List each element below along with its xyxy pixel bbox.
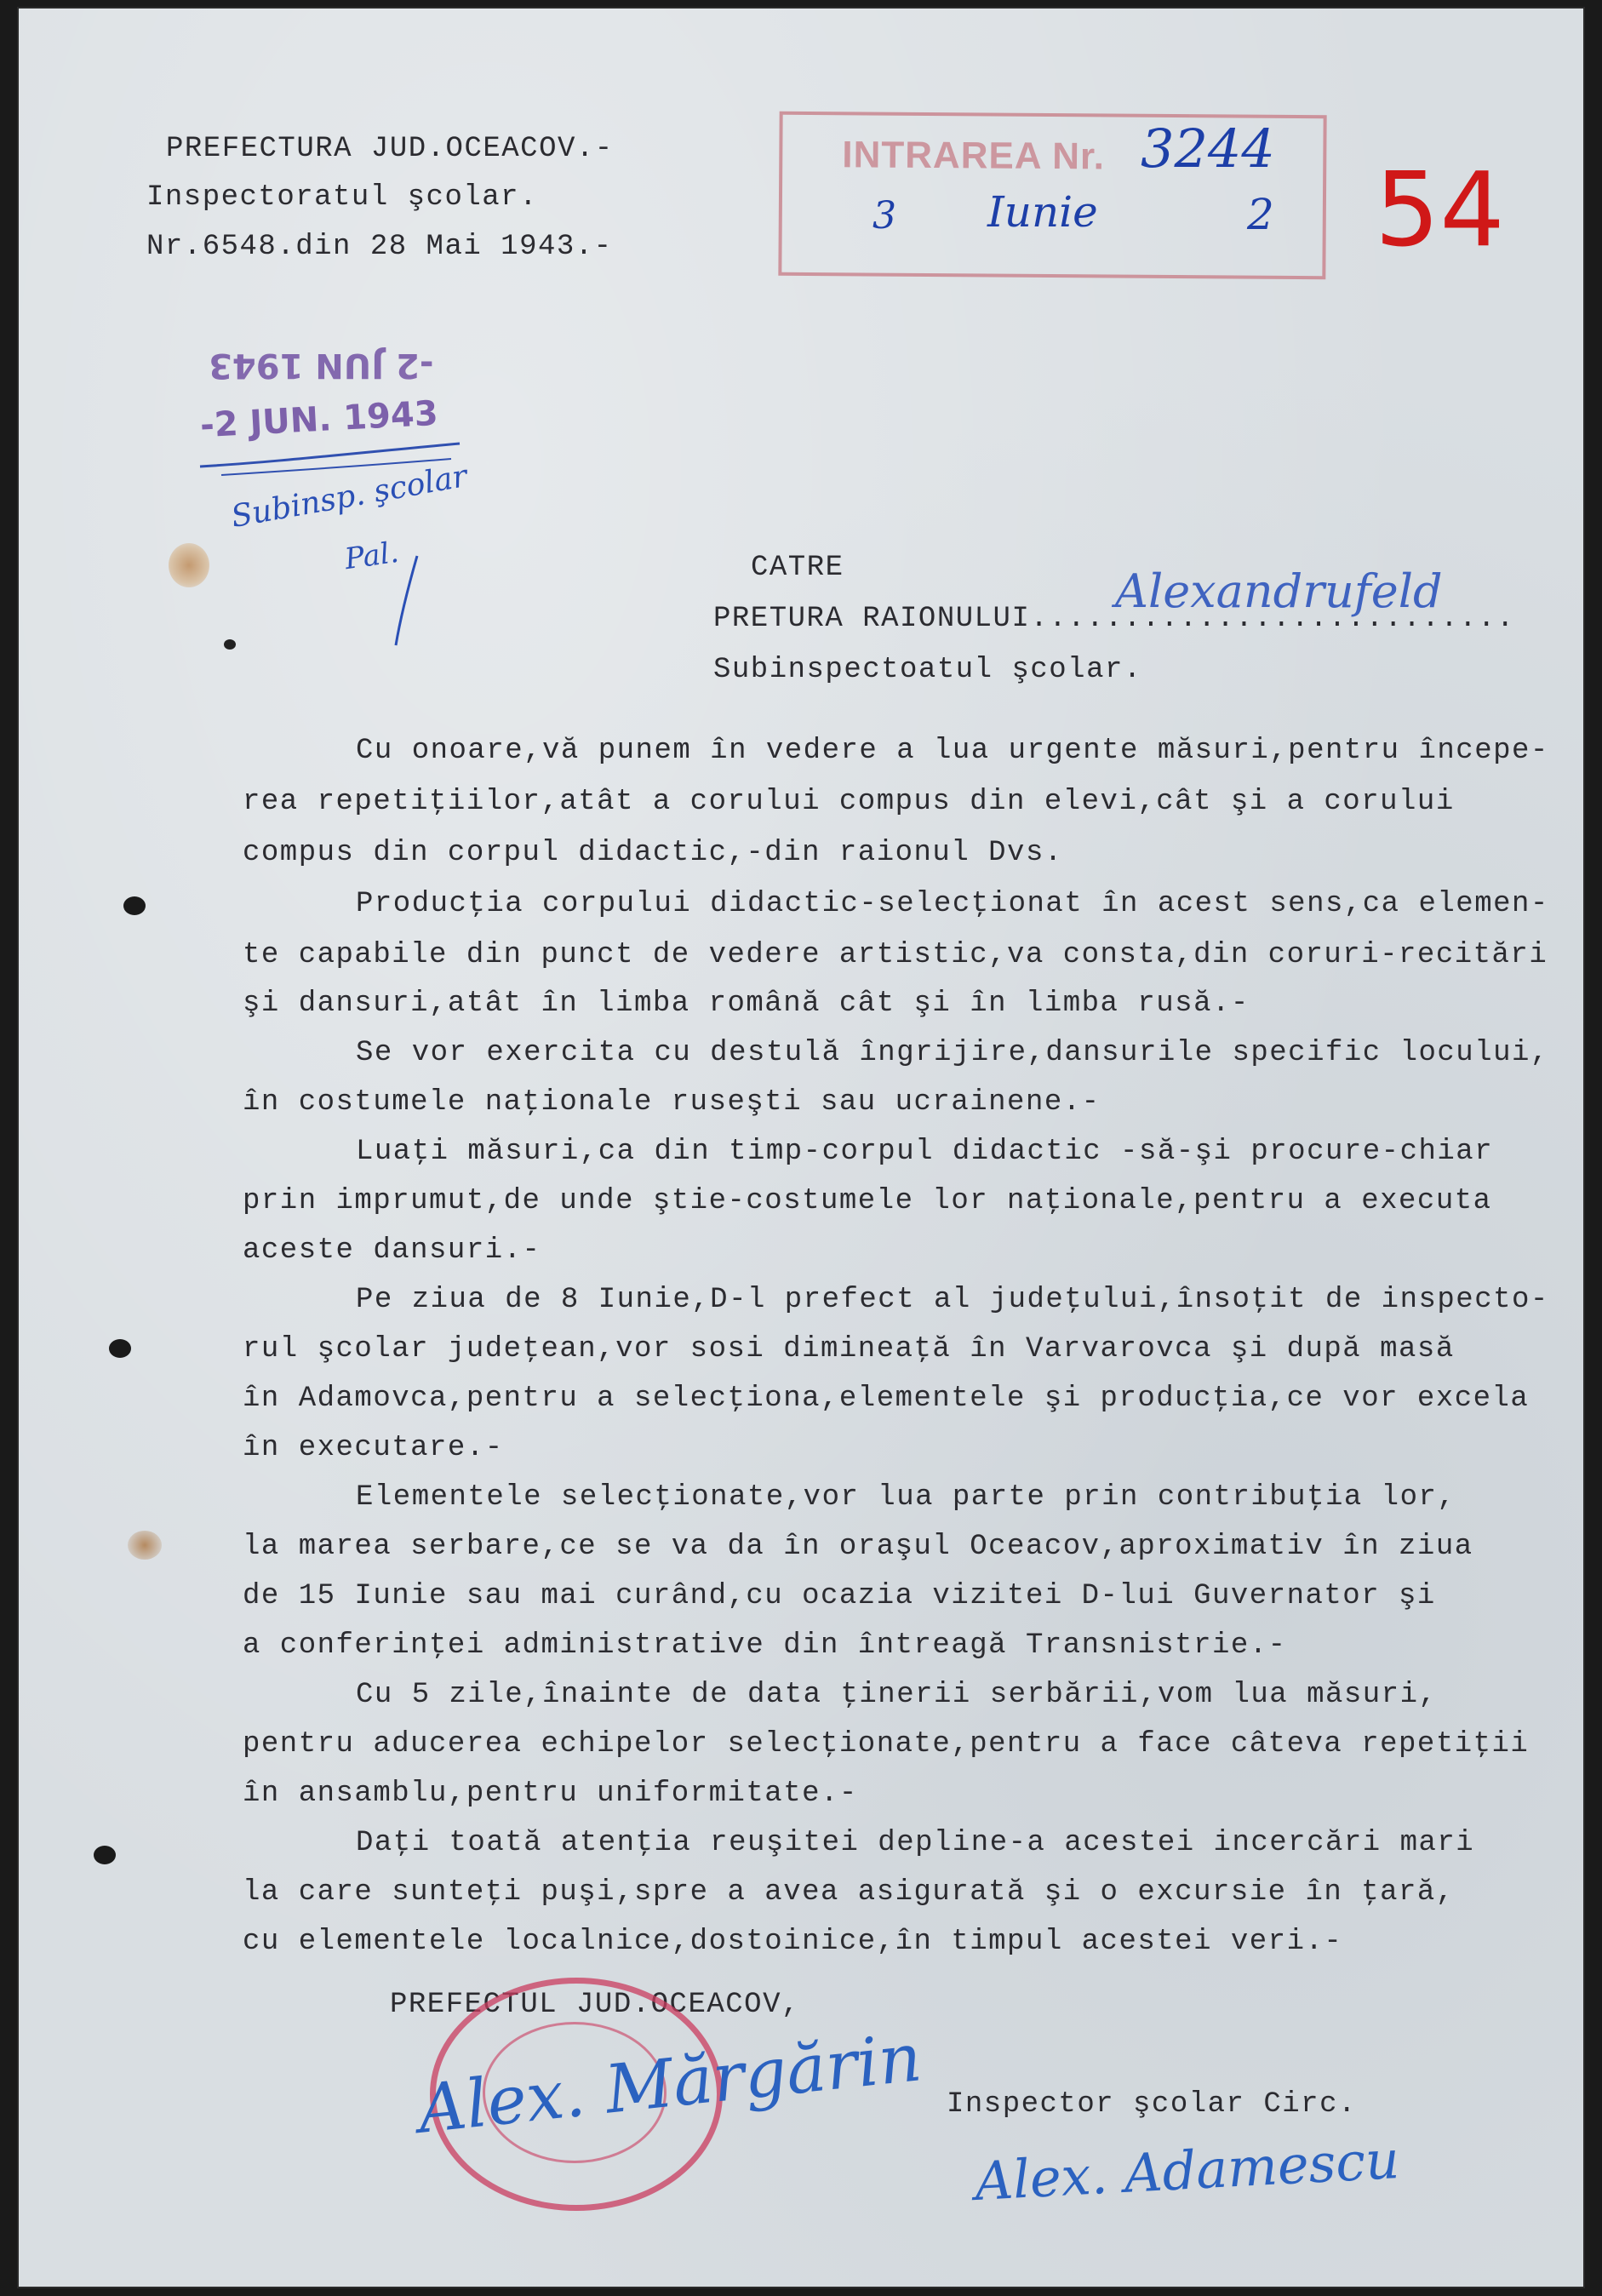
header-number-date: Nr.6548.din 28 Mai 1943.-	[146, 231, 613, 263]
body-line: Cu 5 zile,înainte de data ţinerii serbării,vom lua măsuri,	[356, 1679, 1438, 1711]
inspector-title: Inspector şcolar Circ.	[947, 2088, 1357, 2121]
binder-hole	[94, 1846, 116, 1864]
body-line: în costumele naţionale ruseşti sau ucrainene.-	[243, 1086, 1101, 1119]
body-line: Elementele selecţionate,vor lua parte prin contribuţia lor,	[356, 1481, 1456, 1514]
body-line: Pe ziua de 8 Iunie,D-l prefect al judeţului,însoţit de inspecto-	[356, 1284, 1549, 1316]
recipient-handwritten-raion: Alexandrufeld	[1115, 564, 1443, 618]
margin-note-initial: Pal.	[342, 535, 401, 577]
body-line: în ansamblu,pentru uniformitate.-	[243, 1778, 858, 1810]
date-stamp-upper: -2 JUN 1943	[209, 346, 434, 385]
body-line: Daţi toată atenţia reuşitei depline-a acestei incercări mari	[356, 1827, 1475, 1859]
date-stamp-lower: -2 JUN. 1943	[198, 393, 439, 446]
body-line: compus din corpul didactic,-din raionul Dvs.	[243, 837, 1063, 869]
registry-month: Iunie	[987, 187, 1098, 237]
body-line: de 15 Iunie sau mai curând,cu ocazia vizitei D-lui Guvernator şi	[243, 1580, 1436, 1612]
folio-number: 54	[1375, 152, 1505, 270]
body-line: prin imprumut,de unde ştie-costumele lor naţionale,pentru a executa	[243, 1185, 1492, 1217]
inspector-signature: Alex. Adamescu	[973, 2127, 1401, 2213]
binder-hole	[109, 1339, 131, 1358]
body-line: la marea serbare,ce se va da în oraşul Oceacov,aproximativ în ziua	[243, 1531, 1473, 1563]
body-line: în executare.-	[243, 1432, 504, 1464]
body-line: a conferinţei administrative din întreagă Transnistrie.-	[243, 1629, 1287, 1662]
body-line: pentru aducerea echipelor selecţionate,pentru a face câteva repetiţii	[243, 1728, 1530, 1761]
prefect-title: PREFECTUL JUD.OCEACOV,	[390, 1989, 800, 2021]
document-sheet	[17, 7, 1585, 2288]
body-line: şi dansuri,atât în limba română cât şi în limba rusă.-	[243, 988, 1250, 1020]
body-line: aceste dansuri.-	[243, 1234, 541, 1267]
recipient-subinspectorat: Subinspectoatul şcolar.	[713, 654, 1142, 686]
body-line: te capabile din punct de vedere artistic,va consta,din coruri-recitări	[243, 939, 1548, 971]
body-line: Luaţi măsuri,ca din timp-corpul didactic -să-şi procure-chiar	[356, 1136, 1494, 1168]
recipient-pretura: PRETURA RAIONULUI..........................	[713, 603, 1515, 635]
body-line: Se vor exercita cu destulă îngrijire,dansurile specific locului,	[356, 1037, 1549, 1069]
prefect-signature: Alex. Mărgărin	[414, 2019, 925, 2149]
binder-hole	[123, 896, 146, 915]
body-line: în Adamovca,pentru a selecţiona,elementele şi producţia,ce vor excela	[243, 1383, 1530, 1415]
registry-day: 3	[873, 194, 896, 238]
margin-note-flourish	[383, 552, 434, 654]
recipient-catre: CATRE	[751, 552, 844, 584]
registry-number: 3244	[1141, 117, 1275, 180]
body-line: Cu onoare,vă punem în vedere a lua urgente măsuri,pentru începe-	[356, 735, 1549, 767]
ink-spot	[224, 639, 236, 650]
rust-stain	[169, 543, 209, 587]
rust-stain	[128, 1531, 162, 1560]
body-line: rul şcolar judeţean,vor sosi dimineaţă în Varvarovca şi după masă	[243, 1333, 1455, 1366]
header-inspectorat: Inspectoratul şcolar.	[146, 181, 538, 214]
body-line: la care sunteţi puşi,spre a avea asigurată şi o excursie în ţară,	[243, 1876, 1455, 1909]
registry-year: 2	[1247, 190, 1274, 239]
margin-note-subinsp: Subinsp. şcolar	[228, 458, 470, 535]
body-line: rea repetiţiilor,atât a corului compus din elevi,cât şi a corului	[243, 786, 1455, 818]
body-line: Producţia corpului didactic-selecţionat în acest sens,ca elemen-	[356, 888, 1549, 920]
registry-stamp-label: INTRAREA Nr.	[842, 134, 1106, 178]
header-prefectura: PREFECTURA JUD.OCEACOV.-	[166, 133, 614, 165]
body-line: cu elementele localnice,dostoinice,în timpul acestei veri.-	[243, 1926, 1343, 1958]
